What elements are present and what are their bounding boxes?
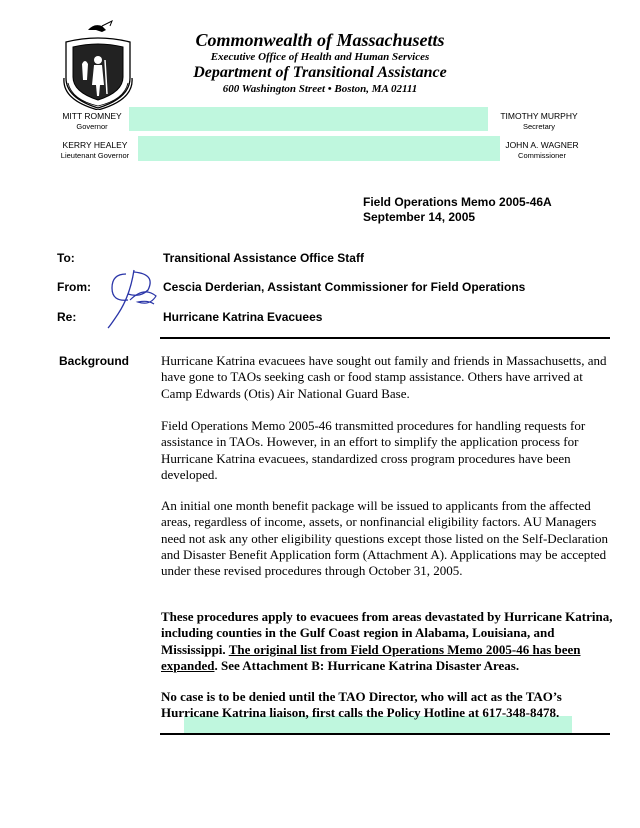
- official-title: Governor: [76, 122, 108, 131]
- paragraph-3: An initial one month benefit package will be issued to applicants from the affected areas, regardless of income, assets, or nonfinancial eligibility factors. AU Managers need not ask any other eligibility questions except those listed on the Self-Declaration and Disaster Benefit Application form (Attachment A). Applications may be accepted under these revised procedures through October 31, 2005.: [161, 498, 608, 579]
- letterhead-executive-office: Executive Office of Health and Human Services: [210, 51, 430, 63]
- paragraph-evacuees: [161, 353, 613, 402]
- paragraph-4-tail: . See Attachment B: Hurricane Katrina Disaster Areas.: [214, 657, 520, 673]
- re-value: Hurricane Katrina Evacuees: [163, 310, 323, 324]
- paragraph-5: No case is to be denied until the TAO Director, who will act as the TAO’s Hurricane Katrina liaison, first calls the Policy Hotline at 617-348-8478.: [161, 689, 562, 721]
- header-divider: [160, 337, 610, 339]
- section-heading-background: Background: [59, 354, 130, 368]
- paragraph-no-denial: [161, 689, 613, 722]
- paragraph-1: Hurricane Katrina evacuees have sought out family and friends in Massachusetts, and have gone to TAOs seeking cash or food stamp assistance. Others have arrived at Camp Edwards (Otis) Air National Guard Base.: [161, 353, 607, 401]
- footer-divider: [160, 733, 610, 735]
- from-value: Cescia Derderian, Assistant Commissioner for Field Operations: [163, 280, 526, 294]
- paragraph-affected-areas: [161, 609, 613, 674]
- official-governor: [52, 111, 132, 132]
- redaction-band-middle: [138, 136, 500, 161]
- paragraph-4-lead: These procedures apply to evacuees from areas devastated by Hurricane Katrina, including counties in the Gulf Coast region in Alabama, Louisiana, and Mississippi.: [161, 609, 613, 657]
- paragraph-2: Field Operations Memo 2005-46 transmitted procedures for handling requests for assistance in TAOs. However, in an effort to simplify the application process for Hurricane Katrina evacuees, standardized cross program procedures have been developed.: [161, 418, 586, 482]
- letterhead-department: Department of Transitional Assistance: [193, 64, 447, 81]
- redaction-band-top: [129, 107, 488, 131]
- memo-number: Field Operations Memo 2005-46A: [363, 195, 552, 209]
- memo-date: September 14, 2005: [363, 210, 476, 224]
- official-title: Lieutenant Governor: [60, 151, 130, 160]
- paragraph-procedures: [161, 418, 613, 483]
- paragraph-4: [161, 609, 613, 674]
- official-secretary: [494, 111, 584, 132]
- address-street: 600 Washington Street: [222, 83, 326, 95]
- re-label: Re:: [57, 310, 77, 324]
- official-name: JOHN A. WAGNER: [505, 140, 579, 150]
- official-lieutenant-governor: [52, 140, 138, 161]
- official-commissioner: [500, 140, 584, 161]
- from-label: From:: [57, 280, 91, 294]
- official-name: KERRY HEALEY: [62, 140, 128, 150]
- official-name: MITT ROMNEY: [62, 111, 122, 121]
- address-city: Boston, MA 02111: [334, 83, 418, 95]
- official-title: Secretary: [522, 122, 556, 131]
- massachusetts-seal-icon: [58, 20, 138, 110]
- to-label: To:: [57, 251, 75, 265]
- paragraph-benefit-package: [161, 498, 613, 579]
- letterhead-commonwealth: Commonwealth of Massachusetts: [195, 30, 445, 50]
- official-title: Commissioner: [518, 151, 566, 160]
- signature-initials-icon: [104, 266, 160, 332]
- letterhead-address: [150, 83, 490, 95]
- official-name: TIMOTHY MURPHY: [500, 111, 578, 121]
- paragraph-4-underlined: The original list from Field Operations Memo 2005-46 has been expanded: [161, 641, 581, 673]
- to-value: Transitional Assistance Office Staff: [163, 251, 364, 265]
- address-bullet: •: [327, 83, 332, 95]
